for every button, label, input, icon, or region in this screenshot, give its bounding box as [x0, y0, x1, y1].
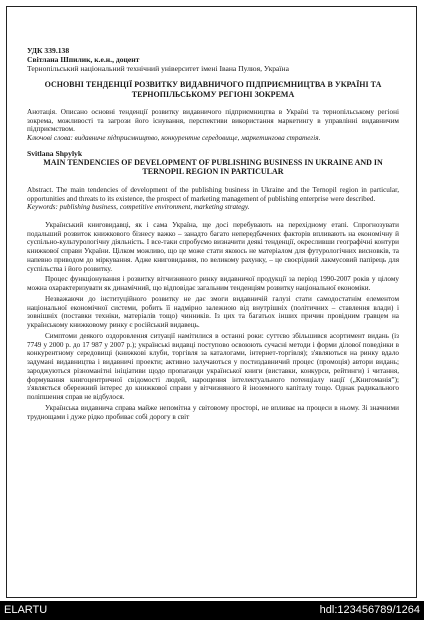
keywords-uk: Ключові слова: видавниче підприємництво, конкурентне середовище, маркетингова стратегія. — [27, 134, 321, 143]
author-en: Svitlana Shpylyk — [27, 148, 83, 158]
title-uk: ОСНОВНІ ТЕНДЕНЦІЇ РОЗВИТКУ ВИДАВНИЧОГО ПІДПРИЄМНИЦТВА В УКРАЇНІ ТА ТЕРНОПІЛЬСЬКОМУ РЕГІОНІ ЗОКРЕМА — [44, 80, 382, 99]
document-page — [6, 6, 417, 598]
handle-identifier[interactable]: hdl:123456789/1264 — [319, 604, 420, 616]
body-paragraph: Українська видавнича справа майже непомітна у світовому просторі, не впливає на процеси в ньому. Зі значними труднощами і дуже рідко пробиває собі дорогу в світ — [27, 403, 399, 421]
body-paragraph: Український книговидавці, як і сама Україна, ще досі перебувають на перехідному етапі. Спрогнозувати подальший розвиток книжкового бізнесу важко – занадто багато непередбачених факторів впливають на економічну й суспільно-культурологічну діяльність. І все-таки спробуємо визначити деякі тенденції, окресливши географічні контури книжкової справи України. Цілком можливо, що це може стати якоюсь не матеріалом для футурологічних висновків, та напевно приводом до міркування. Адже книговидання, по великому рахунку, – це своєрідний лакмусовий папірець для суспільства і його розвитку. — [27, 220, 399, 273]
author-uk: Світлана Шпилик, к.е.н., доцент — [27, 55, 140, 64]
affiliation: Тернопільський національний технічний університет імені Івана Пулюя, Україна — [27, 64, 289, 73]
repository-footer-bar — [0, 601, 424, 620]
repository-name: ELARTU — [4, 604, 48, 616]
article-body — [27, 46, 399, 423]
abstract-uk: Анотація. Описано основні тенденції розвитку видавничого підприємництва в Україні та тернопільському регіоні зокрема, можливості та загрози його існування, перспективи використання маркетингу в управлінні видавничим підприємством. — [27, 108, 399, 134]
body-paragraph: Незважаючи до інституційного розвитку не дає змоги видавничій галузі стати самодостатнім елементом національної економічної системи, робить її надмірно залежною від внутрішніх (політичних – ставлення влади) і зовнішніх (поставки техніки, матеріалів тощо) чинників. Із цих та багатьох інших причин провідним гравцем на українському книжковому ринку є російський видавець. — [27, 294, 399, 330]
title-en: MAIN TENDENCIES OF DEVELOPMENT OF PUBLISHING BUSINESS IN UKRAINE AND IN TERNOPIL REGION IN PARTICULAR — [43, 157, 383, 177]
keywords-en: Keywords: publishing business, competitive environment, marketing strategy. — [27, 203, 250, 212]
udc-code: УДК 339.138 — [27, 46, 70, 55]
body-paragraph: Процес функціонування і розвитку вітчизняного ринку видавничої продукції за період 1990-2007 років у цілому можна охарактеризувати як динамічний, що відповідає загальним тенденціям розвитку національної економіки. — [27, 275, 399, 293]
abstract-en: Abstract. The main tendencies of development of the publishing business in Ukraine and the Ternopil region in particular, opportunities and threats to its existence, the prospect of marketing management of publishing enterprise were described. — [27, 185, 399, 203]
body-paragraph: Симптоми деякого оздоровлення ситуації намітилися в останні роки: суттєво збільшився асортимент видань (із 7749 у 2000 р. до 17 987 у 2007 р.); українські видавці поступово освоюють сучасні методи і форми ділової поведінки в конкурентному середовищі (книжкові клуби, торгівля за каталогами, інтернет-торгівля); з'являються на ринку вдало задумані видавництва і видавничі проекти; активно залучаються у постиздавничий процес (промоція) автори видань; зароджуються різноманітні ініціативи щодо пропаганди української книги (виставки, конкурси, рейтинги) і читання, формування книгоцентричної свідомості людей, нарощення інтелектуального потенціалу нації („Книгоманія”); з'являється обережний інтерес до книжкової справи у вітчизняного й іноземного капіталу тощо. Однак радикального поліпшення справ не відбулося. — [27, 331, 399, 402]
